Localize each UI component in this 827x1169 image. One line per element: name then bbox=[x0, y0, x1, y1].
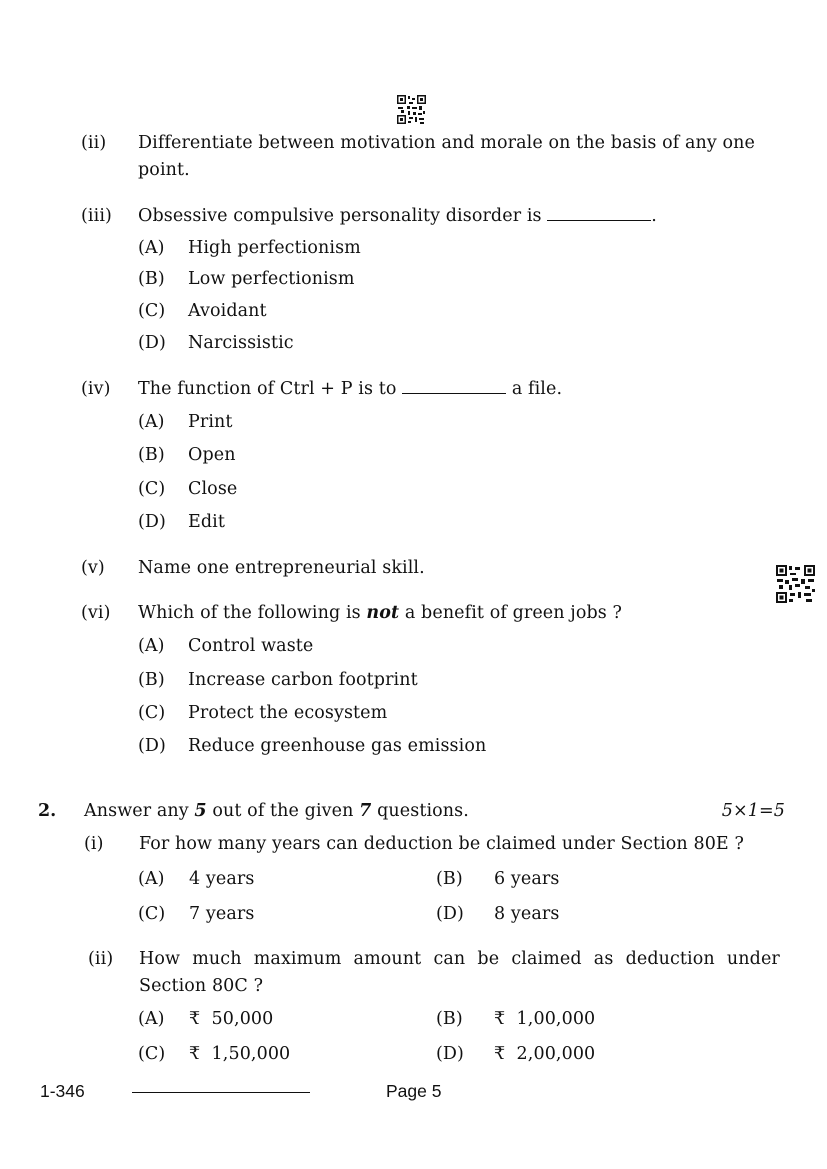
option-letter: (B) bbox=[138, 269, 165, 289]
option-text: Protect the ecosystem bbox=[188, 703, 388, 723]
option-letter: (D) bbox=[138, 333, 166, 353]
option-text: Avoidant bbox=[188, 301, 267, 321]
question-text-cont: Section 80C ? bbox=[139, 976, 264, 996]
option-letter: (D) bbox=[436, 1044, 464, 1064]
question-number: (vi) bbox=[81, 603, 111, 623]
option-letter: (A) bbox=[138, 636, 165, 656]
option-text: High perfectionism bbox=[188, 238, 361, 258]
question-number: (ii) bbox=[81, 133, 107, 153]
option-letter: (B) bbox=[436, 1009, 463, 1029]
question-number: (ii) bbox=[88, 949, 114, 969]
option-letter: (D) bbox=[138, 512, 166, 532]
option-letter: (A) bbox=[138, 238, 165, 258]
question-stem: Obsessive compulsive personality disorder is bbox=[138, 206, 542, 226]
section-number: 2. bbox=[38, 801, 57, 821]
answer-blank bbox=[402, 381, 506, 394]
option-letter: (B) bbox=[138, 445, 165, 465]
option-letter: (B) bbox=[138, 670, 165, 690]
option-text: Control waste bbox=[188, 636, 314, 656]
option-text: 7 years bbox=[189, 904, 255, 924]
option-letter: (C) bbox=[138, 479, 166, 499]
question-stem: The function of Ctrl + P is to bbox=[138, 379, 397, 399]
option-text: ₹ 50,000 bbox=[189, 1009, 274, 1029]
option-letter: (C) bbox=[138, 301, 166, 321]
section-instruction bbox=[84, 801, 469, 821]
question-end: a benefit of green jobs ? bbox=[404, 603, 622, 623]
instruction-mid: out of the given bbox=[212, 801, 354, 821]
option-text: Low perfectionism bbox=[188, 269, 355, 289]
instruction-count: 5 bbox=[194, 801, 207, 821]
question-number: (v) bbox=[81, 558, 105, 578]
question-text-cont: point. bbox=[138, 160, 190, 180]
instruction-pre: Answer any bbox=[84, 801, 189, 821]
question-text: Differentiate between motivation and morale on the basis of any one bbox=[138, 133, 755, 153]
option-text: Narcissistic bbox=[188, 333, 294, 353]
option-text: ₹ 1,50,000 bbox=[189, 1044, 291, 1064]
question-number: (iii) bbox=[81, 206, 112, 226]
qr-code-side bbox=[776, 565, 815, 603]
question-text: Name one entrepreneurial skill. bbox=[138, 558, 425, 578]
option-letter: (B) bbox=[436, 869, 463, 889]
option-letter: (C) bbox=[138, 904, 166, 924]
option-letter: (A) bbox=[138, 412, 165, 432]
option-text: Print bbox=[188, 412, 233, 432]
option-text: ₹ 1,00,000 bbox=[494, 1009, 596, 1029]
option-text: Close bbox=[188, 479, 238, 499]
question-number: (iv) bbox=[81, 379, 111, 399]
option-letter: (A) bbox=[138, 1009, 165, 1029]
option-letter: (C) bbox=[138, 1044, 166, 1064]
instruction-post: questions. bbox=[377, 801, 469, 821]
question-end: a file. bbox=[511, 379, 563, 399]
question-stem: Which of the following is bbox=[138, 603, 361, 623]
qr-code-top bbox=[397, 95, 426, 124]
option-letter: (C) bbox=[138, 703, 166, 723]
question-end: . bbox=[651, 206, 657, 226]
footer-divider bbox=[132, 1092, 310, 1093]
emphasis-not: not bbox=[366, 603, 400, 623]
question-text: How much maximum amount can be claimed as deduction under bbox=[139, 949, 780, 969]
answer-blank bbox=[547, 208, 651, 221]
option-letter: (D) bbox=[436, 904, 464, 924]
option-letter: (A) bbox=[138, 869, 165, 889]
question-text bbox=[138, 603, 622, 623]
question-text: For how many years can deduction be claimed under Section 80E ? bbox=[139, 834, 744, 854]
option-text: Open bbox=[188, 445, 236, 465]
paper-code: 1-346 bbox=[40, 1081, 85, 1101]
question-text bbox=[138, 379, 562, 399]
option-text: 4 years bbox=[189, 869, 255, 889]
option-text: Increase carbon footprint bbox=[188, 670, 418, 690]
option-text: Reduce greenhouse gas emission bbox=[188, 736, 487, 756]
option-letter: (D) bbox=[138, 736, 166, 756]
option-text: Edit bbox=[188, 512, 226, 532]
marks-allocation: 5×1=5 bbox=[721, 801, 785, 821]
question-number: (i) bbox=[84, 834, 104, 854]
option-text: 6 years bbox=[494, 869, 560, 889]
instruction-total: 7 bbox=[359, 801, 372, 821]
question-text bbox=[138, 206, 657, 226]
option-text: 8 years bbox=[494, 904, 560, 924]
option-text: ₹ 2,00,000 bbox=[494, 1044, 596, 1064]
page-number: Page 5 bbox=[386, 1081, 442, 1101]
